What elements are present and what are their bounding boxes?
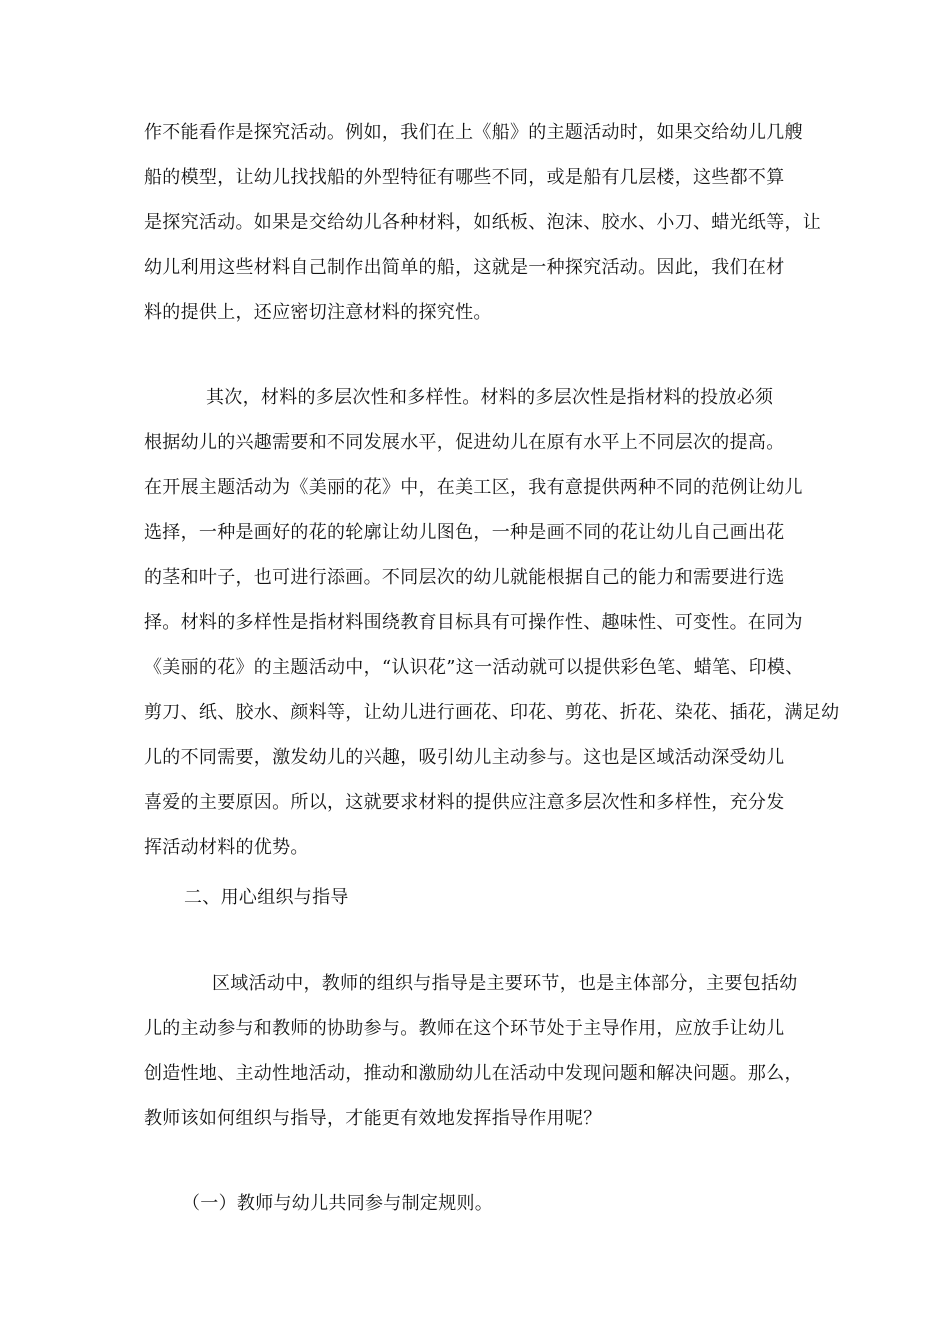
paragraph-3-line: 创造性地、主动性地活动，推动和激励幼儿在活动中发现问题和解决问题。那么，	[144, 1063, 803, 1084]
paragraph-1-line: 船的模型，让幼儿找找船的外型特征有哪些不同，或是船有几层楼，这些都不算	[144, 167, 785, 188]
paragraph-1-line: 料的提供上，还应密切注意材料的探究性。	[144, 302, 492, 323]
paragraph-2-line: 选择，一种是画好的花的轮廓让幼儿图色，一种是画不同的花让幼儿自己画出花	[144, 522, 785, 543]
section-heading: 二、用心组织与指导	[184, 887, 349, 908]
paragraph-2-line: 其次，材料的多层次性和多样性。材料的多层次性是指材料的投放必须	[206, 387, 774, 408]
paragraph-1-line: 是探究活动。如果是交给幼儿各种材料，如纸板、泡沫、胶水、小刀、蜡光纸等，让	[144, 212, 822, 233]
paragraph-3-line: 区域活动中，教师的组织与指导是主要环节，也是主体部分，主要包括幼	[212, 973, 798, 994]
paragraph-2-line: 《美丽的花》的主题活动中，“认识花”这一活动就可以提供彩色笔、蜡笔、印模、	[144, 657, 804, 678]
paragraph-2-line: 挥活动材料的优势。	[144, 837, 309, 858]
paragraph-3-line: 儿的主动参与和教师的协助参与。教师在这个环节处于主导作用，应放手让幼儿	[144, 1018, 785, 1039]
subsection-heading: （一）教师与幼儿共同参与制定规则。	[182, 1193, 494, 1214]
paragraph-2-line: 的茎和叶子，也可进行添画。不同层次的幼儿就能根据自己的能力和需要进行选	[144, 567, 785, 588]
paragraph-3-line: 教师该如何组织与指导，才能更有效地发挥指导作用呢？	[144, 1108, 602, 1129]
paragraph-1-line: 幼儿利用这些材料自己制作出简单的船，这就是一种探究活动。因此，我们在材	[144, 257, 785, 278]
paragraph-2-line: 儿的不同需要，激发幼儿的兴趣，吸引幼儿主动参与。这也是区域活动深受幼儿	[144, 747, 785, 768]
paragraph-2-line: 喜爱的主要原因。所以，这就要求材料的提供应注意多层次性和多样性，充分发	[144, 792, 785, 813]
paragraph-2-line: 在开展主题活动为《美丽的花》中，在美工区，我有意提供两种不同的范例让幼儿	[144, 477, 803, 498]
paragraph-2-line: 剪刀、纸、胶水、颜料等，让幼儿进行画花、印花、剪花、折花、染花、插花，满足幼	[144, 702, 840, 723]
paragraph-2-line: 择。材料的多样性是指材料围绕教育目标具有可操作性、趣味性、可变性。在同为	[144, 612, 803, 633]
paragraph-2-line: 根据幼儿的兴趣需要和不同发展水平，促进幼儿在原有水平上不同层次的提高。	[144, 432, 785, 453]
paragraph-1-line: 作不能看作是探究活动。例如，我们在上《船》的主题活动时，如果交给幼儿几艘	[144, 122, 803, 143]
